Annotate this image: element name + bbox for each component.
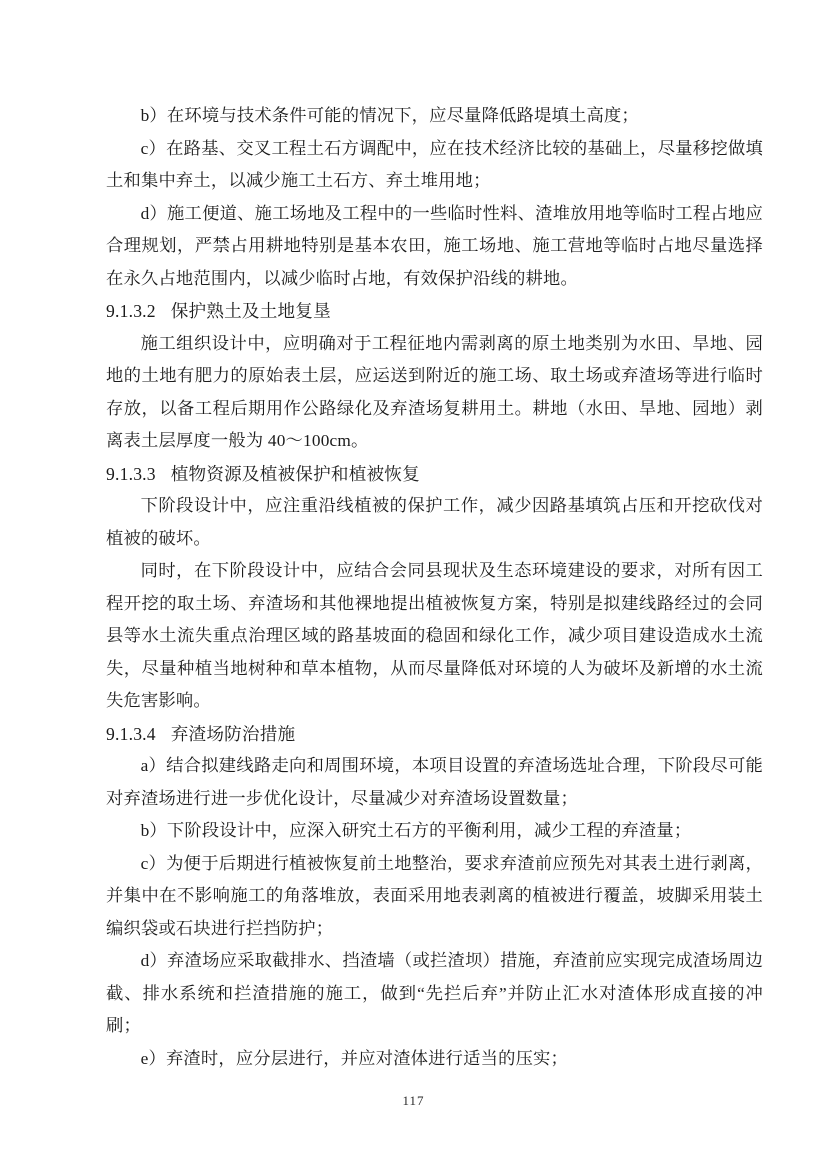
- section-title: 弃渣场防治措施: [170, 723, 296, 744]
- section-heading: [106, 458, 763, 491]
- paragraph: 下阶段设计中，应注重沿线植被的保护工作，减少因路基填筑占压和开挖砍伐对植被的破坏。: [106, 496, 763, 548]
- paragraph: 施工组织设计中，应明确对于工程征地内需剥离的原土地类别为水田、旱地、园地的土地有肥力的原始表土层，应运送到附近的施工场、取土场或弃渣场等进行临时存放，以备工程后期用作公路绿化及弃渣场复耕用土。耕地（水田、旱地、园地）剥离表土层厚度一般为 40～100cm。: [106, 333, 763, 450]
- paragraph: b）在环境与技术条件可能的情况下，应尽量降低路堤填土高度；: [140, 106, 639, 125]
- paragraph: a）结合拟建线路走向和周围环境，本项目设置的弃渣场选址合理，下阶段尽可能对弃渣场进行进一步优化设计，尽量减少对弃渣场设置数量；: [106, 756, 763, 808]
- section-number: 9.1.3.3: [106, 463, 156, 484]
- paragraph: c）在路基、交叉工程土石方调配中，应在技术经济比较的基础上，尽量移挖做填土和集中弃土，以减少施工土石方、弃土堆用地；: [106, 138, 763, 190]
- section-heading: [106, 295, 763, 328]
- paragraph: c）为便于后期进行植被恢复前土地整治，要求弃渣前应预先对其表土进行剥离，并集中在不影响施工的角落堆放，表面采用地表剥离的植被进行覆盖，坡脚采用装土编织袋或石块进行拦挡防护；: [106, 853, 763, 938]
- paragraph: d）施工便道、施工场地及工程中的一些临时性料、渣堆放用地等临时工程占地应合理规划，严禁占用耕地特别是基本农田，施工场地、施工营地等临时占地尽量选择在永久占地范围内，以减少临时占地，有效保护沿线的耕地。: [106, 203, 763, 288]
- section-number: 9.1.3.4: [106, 723, 156, 744]
- section-title: 保护熟土及土地复垦: [170, 301, 331, 321]
- paragraph: b）下阶段设计中，应深入研究土石方的平衡利用，减少工程的弃渣量；: [140, 821, 692, 840]
- section-heading: [106, 718, 763, 751]
- paragraph: d）弃渣场应采取截排水、挡渣墙（或拦渣坝）措施，弃渣前应实现完成渣场周边截、排水系统和拦渣措施的施工，做到“先拦后弃”并防止汇水对渣体形成直接的冲刷；: [106, 951, 763, 1035]
- section-title: 植物资源及植被保护和植被恢复: [170, 463, 420, 484]
- paragraph: e）弃渣时，应分层进行，并应对渣体进行适当的压实；: [140, 1048, 569, 1068]
- paragraph: 同时，在下阶段设计中，应结合会同县现状及生态环境建设的要求，对所有因工程开挖的取土场、弃渣场和其他裸地提出植被恢复方案，特别是拟建线路经过的会同县等水土流失重点治理区域的路基坡面的稳固和绿化工作，减少项目建设造成水土流失，尽量种植当地树种和草本植物，从而尽量降低对环境的人为破坏及新增的水土流失危害影响。: [106, 561, 763, 710]
- page-number: 117: [402, 1093, 425, 1108]
- section-number: 9.1.3.2: [106, 301, 156, 321]
- document-body: [106, 100, 763, 1075]
